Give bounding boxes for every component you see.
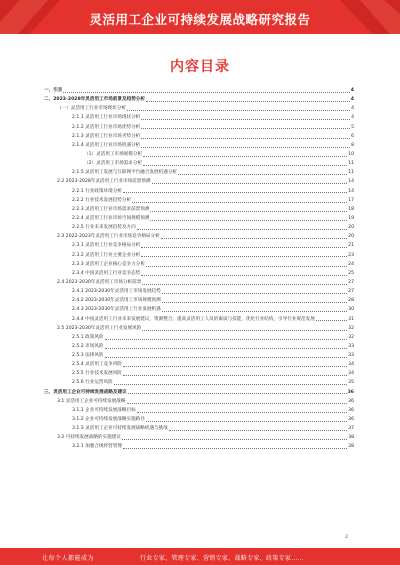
toc-leader-dots xyxy=(127,403,348,404)
toc-entry-title: 3.1.1 企业可持续发展战略目标 xyxy=(72,407,136,413)
toc-entry-title: 3.1.3 灵活用工企业可持续发展战略机遇与挑战 xyxy=(72,426,168,432)
toc-entry-title: 3.2.1 加强合规经营管理 xyxy=(72,444,122,450)
header-banner xyxy=(0,0,400,34)
toc-entry[interactable] xyxy=(44,287,354,296)
toc-entry-page: 38 xyxy=(348,444,354,450)
toc-leader-dots xyxy=(141,119,350,120)
toc-leader-dots xyxy=(142,284,347,285)
toc-entry-page: 18 xyxy=(348,206,354,212)
toc-entry[interactable] xyxy=(44,296,354,305)
toc-leader-dots xyxy=(142,330,347,331)
toc-leader-dots xyxy=(146,421,347,422)
toc-entry[interactable] xyxy=(44,269,354,278)
toc-leader-dots xyxy=(128,393,347,394)
toc-entry-title: 2.1.3 灵活用工行业市场劣势分析 xyxy=(72,133,141,139)
toc-leader-dots xyxy=(141,256,347,257)
toc-entry-page: 35 xyxy=(348,380,354,386)
toc-entry-page: 4 xyxy=(351,106,354,112)
toc-entry-page: 33 xyxy=(348,343,354,349)
toc-entry-title: 2.3.2 灵活用工行业主要企业分析 xyxy=(72,252,141,258)
toc-entry[interactable] xyxy=(44,168,354,177)
toc-entry-title: 2.4.3 2023-2030年灵活用工行业发展机遇 xyxy=(72,307,161,313)
toc-leader-dots xyxy=(141,147,350,148)
toc-entry-title: 2.1.5 灵活用工发展与互联网平台融合发展机遇分析 xyxy=(72,170,178,176)
toc-entry-page: 4 xyxy=(350,97,354,103)
toc-entry-title: 2.2.3 灵活用工行业市场需求前景预测 xyxy=(72,206,150,212)
toc-leader-dots xyxy=(132,202,347,203)
toc-leader-dots xyxy=(127,110,350,111)
toc-leader-dots xyxy=(123,375,347,376)
toc-entry-title: 2.4.1 2023-2030年灵活用工市场发展趋势 xyxy=(72,289,161,295)
toc-entry[interactable] xyxy=(44,406,354,415)
toc-leader-dots xyxy=(143,165,347,166)
toc-entry[interactable] xyxy=(44,379,354,388)
toc-entry-page: 36 xyxy=(347,389,354,395)
toc-entry-title: 2.1.1 灵活用工行业市场现状分析 xyxy=(72,115,141,121)
toc-entry[interactable] xyxy=(44,333,354,342)
toc-entry-page: 20 xyxy=(348,225,354,231)
toc-entry-page: 10 xyxy=(348,151,354,157)
toc-leader-dots xyxy=(123,448,347,449)
toc-entry[interactable] xyxy=(44,113,354,122)
toc-entry[interactable] xyxy=(44,424,354,433)
toc-entry[interactable] xyxy=(44,214,354,223)
toc-leader-dots xyxy=(146,266,347,267)
toc-entry[interactable] xyxy=(44,324,354,333)
toc-entry-page: 20 xyxy=(348,234,354,240)
toc-entry[interactable] xyxy=(44,388,354,397)
toc-entry[interactable] xyxy=(44,187,354,196)
toc-entry-page: 32 xyxy=(348,325,354,331)
toc-entry[interactable] xyxy=(44,369,354,378)
toc-leader-dots xyxy=(162,311,347,312)
toc-leader-dots xyxy=(114,384,347,385)
footer-tagline: 行业专家、管理专家、营销专家、战略专家、政策专家…… xyxy=(140,555,304,562)
toc-entry-page: 27 xyxy=(348,279,354,285)
toc-entry[interactable] xyxy=(44,86,354,95)
toc-entry-title: 3.1.2 企业可持续发展战略实施路径 xyxy=(72,417,145,423)
toc-leader-dots xyxy=(63,92,349,93)
toc-entry[interactable] xyxy=(44,260,354,269)
toc-entry-title: 3.2 可持续发展战略的实施建议 xyxy=(57,435,121,441)
toc-leader-dots xyxy=(123,192,347,193)
toc-entry-title: 2.3.4 中国灵活用工行业竞争态势 xyxy=(72,270,141,276)
toc-entry-page: 8 xyxy=(351,142,354,148)
toc-leader-dots xyxy=(141,128,350,129)
toc-leader-dots xyxy=(141,247,347,248)
toc-entry[interactable] xyxy=(44,177,354,186)
toc-leader-dots xyxy=(137,229,347,230)
toc-leader-dots xyxy=(178,174,347,175)
footer-bar xyxy=(0,548,400,565)
toc-entry-page: 4 xyxy=(350,87,354,93)
report-title: 灵活用工企业可持续发展战略研究报告 xyxy=(89,12,311,27)
toc-entry-title: （一）灵活用工行业市场现状分析 xyxy=(57,106,126,112)
toc-entry[interactable] xyxy=(44,232,354,241)
toc-entry-page: 25 xyxy=(348,270,354,276)
toc-entry-title: 2.2.5 行业未来发展趋势及方向 xyxy=(72,225,136,231)
toc-entry-title: 2.4.2 2023-2030年灵活用工市场规模预测 xyxy=(72,298,161,304)
toc-entry[interactable] xyxy=(44,196,354,205)
toc-entry-page: 32 xyxy=(348,334,354,340)
toc-entry[interactable] xyxy=(44,315,354,324)
toc-entry-page: 6 xyxy=(351,133,354,139)
toc-leader-dots xyxy=(146,101,350,102)
table-of-contents xyxy=(44,86,354,452)
toc-leader-dots xyxy=(162,302,347,303)
toc-entry-page: 5 xyxy=(351,124,354,130)
toc-leader-dots xyxy=(169,430,347,431)
toc-entry-title: 2.5 2023-2030年灵活用工行业发展风险 xyxy=(57,325,142,331)
footer-slogan: 让每个人都能成为 xyxy=(42,555,95,562)
toc-entry-page: 14 xyxy=(348,188,354,194)
toc-entry-page: 11 xyxy=(348,170,354,176)
toc-entry[interactable] xyxy=(44,141,354,150)
toc-entry[interactable] xyxy=(44,342,354,351)
toc-entry-page: 31 xyxy=(348,316,354,322)
toc-entry-page: 27 xyxy=(348,289,354,295)
toc-entry-page: 36 xyxy=(348,407,354,413)
toc-entry-title: 2.4.4 中国灵活用工行业未来发展建议，资源整合，提高灵活用工人员的素质与技能，优化行业结构，引导行业规范发展 xyxy=(72,316,315,322)
toc-entry-title: 2.3 2022-2023年灵活用工行业市场竞争格局分析 xyxy=(57,234,160,240)
toc-entry-title: 3.1 灵活用工企业可持续发展战略 xyxy=(57,398,126,404)
toc-leader-dots xyxy=(123,366,347,367)
toc-entry-title: 2.5.5 行业技术发展风险 xyxy=(72,371,122,377)
toc-entry-title: 2.4 2023-2030年灵活用工市场分析前景 xyxy=(57,279,142,285)
toc-entry-title: 2.3.1 灵活用工行业竞争格局分析 xyxy=(72,243,141,249)
toc-leader-dots xyxy=(141,138,350,139)
toc-entry-page: 11 xyxy=(348,161,354,167)
toc-entry-page: 30 xyxy=(348,307,354,313)
toc-entry-page: 4 xyxy=(351,115,354,121)
toc-leader-dots xyxy=(122,439,347,440)
toc-entry-title: 2.5.3 法律风险 xyxy=(72,353,104,359)
toc-entry-title: 2.5.2 市场风险 xyxy=(72,343,104,349)
toc-entry-title: 二、2023-2028年灵活用工市场前景及趋势分析 xyxy=(44,97,145,103)
toc-leader-dots xyxy=(150,220,347,221)
toc-leader-dots xyxy=(105,348,348,349)
toc-entry[interactable] xyxy=(44,241,354,250)
toc-entry-page: 21 xyxy=(348,243,354,249)
toc-entry-page: 28 xyxy=(348,298,354,304)
toc-leader-dots xyxy=(143,156,347,157)
toc-entry[interactable] xyxy=(44,150,354,159)
toc-entry-title: 三、灵活用工企业可持续发展战略及建议 xyxy=(44,389,127,395)
toc-leader-dots xyxy=(137,412,347,413)
toc-entry-title: 2.3.3 灵活用工企业核心竞争力分析 xyxy=(72,261,145,267)
toc-entry-page: 17 xyxy=(348,197,354,203)
toc-entry[interactable] xyxy=(44,223,354,232)
toc-entry-title: 2.1.4 灵活用工行业市场机遇分析 xyxy=(72,142,141,148)
toc-entry-page: 24 xyxy=(348,261,354,267)
toc-entry[interactable] xyxy=(44,397,354,406)
page-number: 2 xyxy=(345,535,348,540)
toc-entry[interactable] xyxy=(44,442,354,451)
toc-leader-dots xyxy=(150,211,347,212)
toc-entry-page: 36 xyxy=(348,398,354,404)
toc-entry[interactable] xyxy=(44,159,354,168)
toc-entry[interactable] xyxy=(44,278,354,287)
toc-entry-page: 33 xyxy=(348,353,354,359)
toc-entry-title: 2.2.2 行业技术发展趋势分析 xyxy=(72,197,132,203)
toc-entry-title: 2.5.4 灵活用工竞争风险 xyxy=(72,362,122,368)
toc-entry-page: 19 xyxy=(348,215,354,221)
toc-entry-page: 34 xyxy=(348,371,354,377)
toc-entry[interactable] xyxy=(44,251,354,260)
toc-entry-page: 36 xyxy=(348,417,354,423)
toc-leader-dots xyxy=(152,183,348,184)
toc-entry-title: 2.2 2023-2028年灵活用工行业市场前景预测 xyxy=(57,179,151,185)
toc-entry-title: （1）灵活用工市场规模分析 xyxy=(84,151,143,157)
toc-entry[interactable] xyxy=(44,132,354,141)
toc-entry[interactable] xyxy=(44,305,354,314)
toc-entry-page: 34 xyxy=(348,362,354,368)
toc-entry[interactable] xyxy=(44,95,354,104)
toc-leader-dots xyxy=(141,275,347,276)
toc-entry[interactable] xyxy=(44,360,354,369)
toc-entry-page: 23 xyxy=(348,252,354,258)
toc-leader-dots xyxy=(161,238,347,239)
toc-entry[interactable] xyxy=(44,433,354,442)
toc-entry-title: 2.5.1 政策风险 xyxy=(72,334,104,340)
toc-entry-title: 2.1.2 灵活用工行业市场优势分析 xyxy=(72,124,141,130)
toc-entry[interactable] xyxy=(44,351,354,360)
toc-entry-page: 14 xyxy=(348,179,354,185)
toc-entry-title: （2）灵活用工市场需求分析 xyxy=(84,161,143,167)
toc-leader-dots xyxy=(105,339,348,340)
toc-entry[interactable] xyxy=(44,123,354,132)
toc-entry[interactable] xyxy=(44,205,354,214)
toc-entry[interactable] xyxy=(44,415,354,424)
toc-entry-page: 38 xyxy=(348,435,354,441)
toc-entry-page: 37 xyxy=(348,426,354,432)
toc-entry-title: 2.2.1 行业政策环境分析 xyxy=(72,188,122,194)
toc-leader-dots xyxy=(316,320,347,321)
toc-entry[interactable] xyxy=(44,104,354,113)
toc-leader-dots xyxy=(162,293,347,294)
toc-entry-title: 一、引言 xyxy=(44,87,63,93)
toc-entry-title: 2.2.4 灵活用工行业市场空间规模预测 xyxy=(72,215,150,221)
toc-leader-dots xyxy=(105,357,348,358)
toc-entry-title: 2.5.6 行业运营风险 xyxy=(72,380,113,386)
toc-heading: 内容目录 xyxy=(170,59,230,75)
